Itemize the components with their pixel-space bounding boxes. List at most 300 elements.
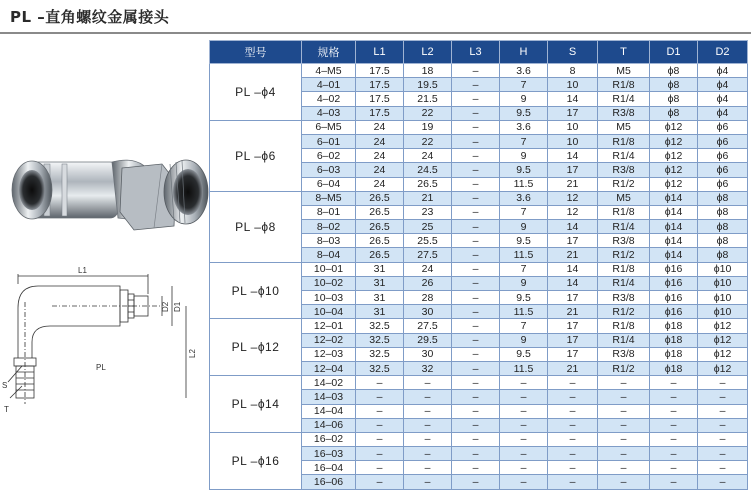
table-cell: – [452, 220, 500, 234]
table-cell: 19.5 [404, 78, 452, 92]
table-cell: 32.5 [356, 347, 404, 361]
table-cell: 9 [500, 92, 548, 106]
table-cell: ϕ10 [698, 305, 748, 319]
table-cell: – [404, 376, 452, 390]
table-cell: – [404, 475, 452, 490]
table-cell: 11.5 [500, 177, 548, 191]
table-cell: 9 [500, 276, 548, 290]
table-cell: – [452, 333, 500, 347]
table-cell: – [404, 432, 452, 446]
table-cell: 14 [548, 149, 598, 163]
table-cell: – [548, 376, 598, 390]
table-cell: R3/8 [598, 106, 650, 120]
table-cell: 27.5 [404, 248, 452, 262]
table-cell: 29.5 [404, 333, 452, 347]
table-cell: – [452, 418, 500, 432]
column-header: L3 [452, 41, 500, 64]
table-cell: – [500, 461, 548, 475]
table-cell: ϕ6 [698, 149, 748, 163]
table-cell: – [452, 134, 500, 148]
table-cell: ϕ14 [650, 234, 698, 248]
table-cell: 32.5 [356, 361, 404, 375]
table-row [210, 120, 748, 134]
table-cell: – [356, 461, 404, 475]
table-cell: ϕ8 [650, 106, 698, 120]
table-cell: R3/8 [598, 291, 650, 305]
table-cell: 12–03 [302, 347, 356, 361]
table-cell: 4–M5 [302, 64, 356, 78]
table-cell: – [650, 390, 698, 404]
table-cell: ϕ18 [650, 347, 698, 361]
table-cell: – [452, 177, 500, 191]
table-cell: 24 [356, 120, 404, 134]
table-cell: – [698, 376, 748, 390]
table-cell: 3.6 [500, 191, 548, 205]
column-header: L2 [404, 41, 452, 64]
table-cell: ϕ4 [698, 78, 748, 92]
table-cell: 17 [548, 291, 598, 305]
table-body [210, 64, 748, 490]
table-cell: 11.5 [500, 305, 548, 319]
table-cell: 24 [356, 149, 404, 163]
table-cell: – [452, 447, 500, 461]
table-cell: 16–06 [302, 475, 356, 490]
table-cell: R1/2 [598, 305, 650, 319]
table-cell: – [698, 461, 748, 475]
table-cell: 21 [548, 248, 598, 262]
table-cell: ϕ16 [650, 305, 698, 319]
table-cell: 31 [356, 276, 404, 290]
table-cell: 26.5 [356, 248, 404, 262]
table-cell: ϕ14 [650, 191, 698, 205]
table-cell: 8 [548, 64, 598, 78]
table-cell: ϕ8 [650, 64, 698, 78]
table-cell: – [548, 404, 598, 418]
table-cell: ϕ12 [698, 361, 748, 375]
table-cell: ϕ12 [698, 333, 748, 347]
dim-label-l2: L2 [188, 349, 197, 358]
table-cell: 31 [356, 291, 404, 305]
table-cell: 10 [548, 120, 598, 134]
table-cell: – [356, 447, 404, 461]
table-cell: 16–04 [302, 461, 356, 475]
table-cell: R1/8 [598, 205, 650, 219]
table-cell: R1/8 [598, 78, 650, 92]
table-cell: ϕ12 [650, 163, 698, 177]
table-cell: ϕ18 [650, 333, 698, 347]
table-row [210, 376, 748, 390]
table-cell: ϕ16 [650, 291, 698, 305]
table-cell: 14–06 [302, 418, 356, 432]
table-cell: – [452, 390, 500, 404]
table-cell: 16–03 [302, 447, 356, 461]
table-cell: R1/2 [598, 177, 650, 191]
table-cell: 17 [548, 106, 598, 120]
table-cell: 26 [404, 276, 452, 290]
model-cell: PL –ϕ12 [210, 319, 302, 376]
table-cell: – [356, 432, 404, 446]
table-cell: ϕ4 [698, 106, 748, 120]
table-cell: – [452, 361, 500, 375]
table-cell: 31 [356, 262, 404, 276]
table-cell: 6–04 [302, 177, 356, 191]
table-cell: ϕ4 [698, 64, 748, 78]
table-cell: 3.6 [500, 120, 548, 134]
table-cell: 30 [404, 347, 452, 361]
table-cell: – [356, 376, 404, 390]
table-cell: 17.5 [356, 92, 404, 106]
table-cell: ϕ12 [698, 319, 748, 333]
table-cell: 14–03 [302, 390, 356, 404]
table-cell: – [356, 390, 404, 404]
column-header: S [548, 41, 598, 64]
table-cell: 10–01 [302, 262, 356, 276]
dimension-drawing [0, 262, 210, 422]
table-cell: – [650, 418, 698, 432]
table-cell: ϕ14 [650, 248, 698, 262]
table-cell: 32 [404, 361, 452, 375]
table-cell: 10 [548, 78, 598, 92]
table-cell: – [452, 205, 500, 219]
table-cell: ϕ12 [650, 134, 698, 148]
table-cell: 12–01 [302, 319, 356, 333]
table-cell: 24 [356, 163, 404, 177]
column-header: L1 [356, 41, 404, 64]
table-cell: 9.5 [500, 106, 548, 120]
table-cell: – [650, 432, 698, 446]
model-cell: PL –ϕ8 [210, 191, 302, 262]
fitting-photo [4, 124, 210, 254]
table-cell: – [500, 390, 548, 404]
table-cell: – [452, 432, 500, 446]
table-cell: 7 [500, 319, 548, 333]
table-cell: 8–M5 [302, 191, 356, 205]
table-cell: 12 [548, 191, 598, 205]
table-cell: 14 [548, 276, 598, 290]
table-cell: M5 [598, 191, 650, 205]
table-cell: ϕ8 [698, 248, 748, 262]
table-cell: ϕ6 [698, 163, 748, 177]
column-header: 规格 [302, 41, 356, 64]
table-cell: – [452, 191, 500, 205]
table-row [210, 64, 748, 78]
table-cell: 14–02 [302, 376, 356, 390]
table-cell: 6–03 [302, 163, 356, 177]
table-cell: ϕ6 [698, 134, 748, 148]
table-cell: ϕ16 [650, 262, 698, 276]
table-cell: – [548, 461, 598, 475]
table-cell: 7 [500, 205, 548, 219]
table-cell: – [650, 475, 698, 490]
table-cell: R3/8 [598, 234, 650, 248]
table-cell: ϕ8 [650, 78, 698, 92]
table-cell: R1/4 [598, 149, 650, 163]
dim-label-d2: D2 [161, 301, 170, 312]
table-cell: 26.5 [356, 205, 404, 219]
table-cell: 9 [500, 333, 548, 347]
table-cell: 24.5 [404, 163, 452, 177]
table-cell: 17 [548, 347, 598, 361]
table-cell: 17.5 [356, 78, 404, 92]
table-cell: – [598, 432, 650, 446]
table-cell: – [452, 149, 500, 163]
table-cell: – [598, 404, 650, 418]
table-cell: 11.5 [500, 361, 548, 375]
table-cell: R1/2 [598, 248, 650, 262]
table-cell: 10 [548, 134, 598, 148]
table-cell: R1/4 [598, 220, 650, 234]
table-cell: – [452, 276, 500, 290]
table-cell: – [500, 475, 548, 490]
table-cell: ϕ10 [698, 276, 748, 290]
table-cell: 24 [356, 177, 404, 191]
table-cell: ϕ8 [698, 205, 748, 219]
table-cell: 21 [404, 191, 452, 205]
table-cell: – [500, 432, 548, 446]
column-header: H [500, 41, 548, 64]
dim-label-l1: L1 [78, 266, 87, 275]
table-cell: 25 [404, 220, 452, 234]
table-cell: 22 [404, 106, 452, 120]
table-cell: – [500, 418, 548, 432]
table-row [210, 319, 748, 333]
table-cell: – [404, 404, 452, 418]
table-cell: ϕ12 [650, 120, 698, 134]
table-cell: 16–02 [302, 432, 356, 446]
table-cell: – [452, 291, 500, 305]
table-cell: 10–03 [302, 291, 356, 305]
table-cell: – [452, 404, 500, 418]
table-cell: – [452, 106, 500, 120]
table-cell: 26.5 [404, 177, 452, 191]
table-cell: – [356, 475, 404, 490]
table-cell: 8–04 [302, 248, 356, 262]
table-cell: 17 [548, 333, 598, 347]
column-header: 型号 [210, 41, 302, 64]
table-cell: – [452, 475, 500, 490]
table-cell: 11.5 [500, 248, 548, 262]
table-cell: ϕ10 [698, 262, 748, 276]
table-cell: R1/8 [598, 134, 650, 148]
table-cell: – [548, 475, 598, 490]
table-cell: 30 [404, 305, 452, 319]
dim-label-t: T [4, 405, 9, 414]
table-cell: 14 [548, 262, 598, 276]
table-cell: 32.5 [356, 333, 404, 347]
table-cell: R1/8 [598, 319, 650, 333]
table-cell: 22 [404, 134, 452, 148]
table-cell: – [598, 475, 650, 490]
table-cell: 6–M5 [302, 120, 356, 134]
table-cell: 12–02 [302, 333, 356, 347]
column-header: T [598, 41, 650, 64]
table-cell: 27.5 [404, 319, 452, 333]
model-cell: PL –ϕ6 [210, 120, 302, 191]
table-row [210, 432, 748, 446]
table-cell: – [452, 163, 500, 177]
table-cell: – [698, 390, 748, 404]
table-cell: – [650, 404, 698, 418]
table-cell: 19 [404, 120, 452, 134]
table-cell: – [698, 447, 748, 461]
table-cell: – [452, 248, 500, 262]
table-cell: – [452, 120, 500, 134]
table-cell: 17 [548, 163, 598, 177]
model-cell: PL –ϕ10 [210, 262, 302, 319]
table-cell: 10–02 [302, 276, 356, 290]
table-cell: 26.5 [356, 220, 404, 234]
table-cell: – [548, 432, 598, 446]
table-cell: ϕ8 [698, 191, 748, 205]
table-cell: 21 [548, 177, 598, 191]
table-cell: 31 [356, 305, 404, 319]
table-cell: – [452, 347, 500, 361]
table-cell: – [598, 461, 650, 475]
table-row [210, 191, 748, 205]
table-cell: 7 [500, 262, 548, 276]
table-cell: 9.5 [500, 347, 548, 361]
dim-label-s: S [2, 381, 8, 390]
model-cell: PL –ϕ14 [210, 376, 302, 433]
dim-label-d1: D1 [173, 301, 182, 312]
table-cell: – [598, 418, 650, 432]
table-cell: 9 [500, 220, 548, 234]
table-cell: 25.5 [404, 234, 452, 248]
table-cell: 4–02 [302, 92, 356, 106]
table-cell: 21 [548, 305, 598, 319]
table-cell: – [452, 78, 500, 92]
table-cell: ϕ6 [698, 177, 748, 191]
table-cell: 28 [404, 291, 452, 305]
table-cell: R3/8 [598, 163, 650, 177]
table-cell: ϕ12 [650, 177, 698, 191]
column-header: D2 [698, 41, 748, 64]
table-cell: – [698, 404, 748, 418]
table-cell: ϕ8 [698, 220, 748, 234]
table-cell: ϕ4 [698, 92, 748, 106]
table-cell: R1/4 [598, 333, 650, 347]
table-cell: 9 [500, 149, 548, 163]
table-cell: – [698, 418, 748, 432]
table-cell: ϕ10 [698, 291, 748, 305]
column-header: D1 [650, 41, 698, 64]
table-cell: 14 [548, 220, 598, 234]
table-cell: – [500, 404, 548, 418]
table-cell: 24 [404, 149, 452, 163]
table-cell: – [500, 447, 548, 461]
table-cell: – [650, 461, 698, 475]
table-cell: 12 [548, 205, 598, 219]
table-cell: – [404, 390, 452, 404]
table-cell: ϕ8 [698, 234, 748, 248]
table-cell: – [598, 390, 650, 404]
table-cell: ϕ6 [698, 120, 748, 134]
table-cell: 10–04 [302, 305, 356, 319]
table-cell: 6–01 [302, 134, 356, 148]
table-cell: – [452, 64, 500, 78]
table-cell: R1/8 [598, 262, 650, 276]
table-cell: ϕ8 [650, 92, 698, 106]
table-cell: 17 [548, 234, 598, 248]
table-cell: R1/2 [598, 361, 650, 375]
table-cell: ϕ14 [650, 220, 698, 234]
table-cell: 9.5 [500, 234, 548, 248]
table-cell: – [548, 447, 598, 461]
table-cell: – [356, 418, 404, 432]
table-cell: 21.5 [404, 92, 452, 106]
title-bar [0, 0, 751, 36]
table-cell: 23 [404, 205, 452, 219]
title-divider [0, 32, 751, 34]
table-cell: R1/4 [598, 92, 650, 106]
table-cell: 9.5 [500, 163, 548, 177]
model-cell: PL –ϕ16 [210, 432, 302, 489]
table-cell: ϕ14 [650, 205, 698, 219]
spec-table [209, 40, 748, 490]
table-cell: ϕ12 [698, 347, 748, 361]
table-cell: 4–03 [302, 106, 356, 120]
table-cell: M5 [598, 64, 650, 78]
table-cell: – [598, 376, 650, 390]
table-cell: 14–04 [302, 404, 356, 418]
table-cell: 24 [404, 262, 452, 276]
table-cell: M5 [598, 120, 650, 134]
table-cell: – [698, 432, 748, 446]
table-cell: ϕ16 [650, 276, 698, 290]
table-cell: 8–02 [302, 220, 356, 234]
table-cell: 24 [356, 134, 404, 148]
table-cell: 4–01 [302, 78, 356, 92]
table-cell: – [548, 390, 598, 404]
table-header [210, 41, 748, 64]
table-cell: 21 [548, 361, 598, 375]
table-cell: 9.5 [500, 291, 548, 305]
table-cell: – [598, 447, 650, 461]
table-cell: – [452, 92, 500, 106]
table-cell: – [650, 447, 698, 461]
table-cell: – [650, 376, 698, 390]
dim-label-pl: PL [96, 363, 106, 372]
table-cell: 18 [404, 64, 452, 78]
table-cell: – [404, 461, 452, 475]
table-cell: 32.5 [356, 319, 404, 333]
table-row [210, 262, 748, 276]
table-cell: – [404, 418, 452, 432]
model-cell: PL –ϕ4 [210, 64, 302, 121]
table-cell: 3.6 [500, 64, 548, 78]
table-cell: – [404, 447, 452, 461]
table-cell: 17 [548, 319, 598, 333]
table-cell: – [452, 376, 500, 390]
table-cell: 8–01 [302, 205, 356, 219]
table-cell: 17.5 [356, 106, 404, 120]
table-cell: ϕ18 [650, 319, 698, 333]
table-cell: 8–03 [302, 234, 356, 248]
table-cell: 12–04 [302, 361, 356, 375]
table-cell: – [452, 319, 500, 333]
table-cell: 17.5 [356, 64, 404, 78]
table-cell: – [452, 262, 500, 276]
table-cell: – [500, 376, 548, 390]
table-cell: R3/8 [598, 347, 650, 361]
table-cell: – [452, 461, 500, 475]
table-cell: ϕ12 [650, 149, 698, 163]
page-title: PL –直角螺纹金属接头 [10, 8, 170, 26]
table-cell: 7 [500, 78, 548, 92]
table-cell: ϕ18 [650, 361, 698, 375]
table-cell: – [452, 234, 500, 248]
table-cell: – [452, 305, 500, 319]
